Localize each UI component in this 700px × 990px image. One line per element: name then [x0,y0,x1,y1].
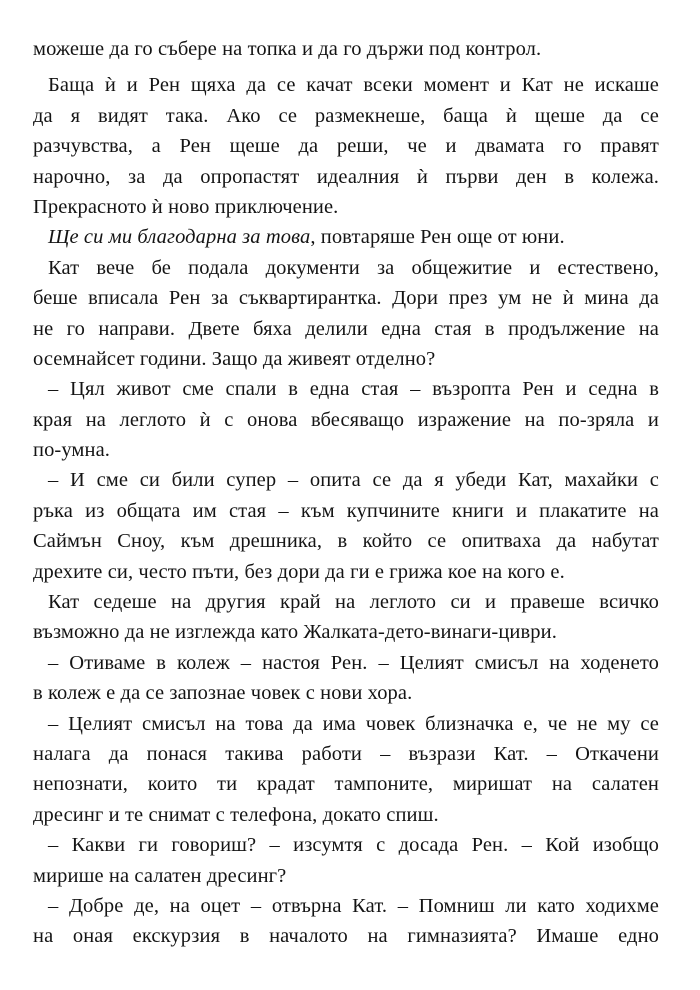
text-line: разчувства, а Рен щеше да реши, че и двамата го правят [33,135,659,158]
text-line: осемнайсет години. Защо да живеят отделно? [33,347,436,370]
text-line: да я видят така. Ако се размекнеше, баща ѝ щеше да се [33,104,659,127]
text-line: Кат вече бе подала документи за общежитие и естествено, [48,256,659,279]
text-line: налага да понася такива работи – възрази Кат. – Откачени [33,742,659,765]
text-line: Саймън Сноу, към дрешника, в който се опитваха да набутат [33,530,659,553]
text-line: – Добре де, на оцет – отвърна Кат. – Помниш ли като ходихме [48,894,659,917]
text-line: по-умна. [33,439,110,462]
text-line: мирише на салатен дресинг? [33,864,287,887]
text-line: можеше да го събере на топка и да го държи под контрол. [33,38,542,60]
text-line: края на леглото ѝ с онова вбесяващо изражение на по-зряла и [33,408,659,431]
text-line: Прекрасното ѝ ново приключение. [33,195,339,218]
text-line: Баща ѝ и Рен щяха да се качат всеки момент и Кат не искаше [48,74,659,97]
text-line: дрехите си, често пъти, без дори да ги е грижа кое на кого е. [33,560,565,583]
text-line: – Какви ги говориш? – изсумтя с досада Рен. – Кой изобщо [48,834,659,857]
text-line: ръка из общата им стая – към купчините книги и плакатите на [33,499,659,522]
text-line-rest: , повтаряше Рен още от юни. [310,226,565,249]
text-line: – Целият смисъл на това да има човек близначка е, че не му се [48,712,659,735]
text-line: непознати, които ти крадат тампоните, миришат на салатен [33,773,659,796]
text-line: в колеж е да се запознае човек с нови хора. [33,682,413,705]
text-line: възможно да не изглежда като Жалката-дето-винаги-циври. [33,621,557,644]
text-line: Кат седеше на другия край на леглото си и правеше всичко [48,591,659,614]
text-line: не го направи. Двете бяха делили една стая в продължение на [33,317,659,340]
book-page [33,34,659,952]
text-line: – Отиваме в колеж – настоя Рен. – Целият смисъл на ходенето [48,651,659,674]
text-line: дресинг и те снимат с телефона, докато спиш. [33,803,439,826]
text-line: нарочно, за да опропастят идеалния ѝ първи ден в колежа. [33,165,659,188]
text-line [33,222,659,252]
italic-text: Ще си ми благодарна за това [48,226,311,249]
text-line: беше вписала Рен за съквартирантка. Дори през ум не ѝ мина да [33,287,659,310]
text-line: на оная екскурзия в началото на гимназията? Имаше едно [33,925,659,948]
text-line: – И сме си били супер – опита се да я убеди Кат, махайки с [48,469,659,492]
text-line: – Цял живот сме спали в една стая – възропта Рен и седна в [48,378,659,401]
